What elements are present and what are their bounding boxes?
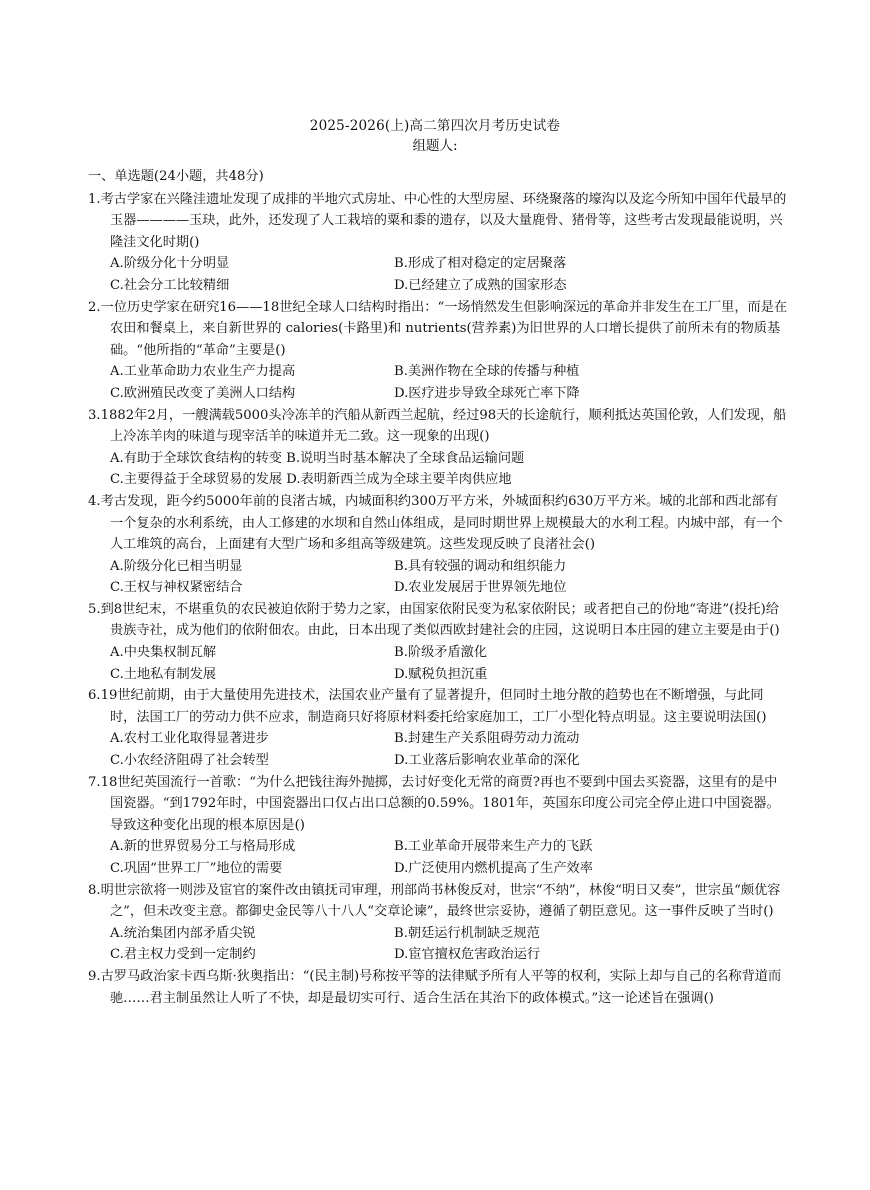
answer-options	[88, 556, 788, 599]
question-8	[88, 880, 788, 966]
author-line: 组题人:	[412, 138, 458, 154]
question-stem: 3.1882年2月，一艘满载5000头冷冻羊的汽船从新西兰起航，经过98天的长途航行，顺利抵达英国伦敦，人们发现，船上冷冻羊肉的味道与现宰活羊的味道并无二致。这一现象的出现()	[88, 407, 787, 445]
answer-options	[88, 728, 788, 771]
option-line-cd[interactable]: C.主要得益于全球贸易的发展 D.表明新西兰成为全球主要羊肉供应地	[110, 472, 512, 488]
option-a[interactable]: A.新的世界贸易分工与格局形成	[110, 839, 296, 855]
question-stem: 5.到8世纪末，不堪重负的农民被迫依附于势力之家，由国家依附民变为私家依附民；或者把自己的份地“寄进”(投托)给贵族寺社，成为他们的依附佃农。由此，日本出现了类似西欧封建社会的庄园，这说明日本庄园的建立主要是由于()	[88, 601, 780, 639]
option-a[interactable]: A.统治集团内部矛盾尖锐	[110, 925, 256, 941]
question-7	[88, 772, 788, 880]
question-stem: 1.考古学家在兴隆洼遗址发现了成排的半地穴式房址、中心性的大型房屋、环绕聚落的壕沟以及迄今所知中国年代最早的玉器————玉玦，此外，还发现了人工栽培的粟和黍的遗存，以及大量鹿骨、猪骨等，这些考古发现最能说明，兴隆洼文化时期()	[88, 191, 787, 250]
question-stem: 9.古罗马政治家卡西乌斯·狄奥指出：“(民主制)号称按平等的法律赋予所有人平等的权利，实际上却与自己的名称背道而驰……君主制虽然让人听了不快，却是最切实可行、适合生活在其治下的政体模式。”这一论述旨在强调()	[88, 968, 782, 1006]
option-d[interactable]: D.医疗进步导致全球死亡率下降	[394, 385, 580, 401]
option-a[interactable]: A.阶级分化已相当明显	[110, 558, 243, 574]
question-3	[88, 405, 788, 491]
answer-options	[88, 642, 788, 685]
option-c[interactable]: C.土地私有制发展	[110, 666, 217, 682]
option-b[interactable]: B.工业革命开展带来生产力的飞跃	[394, 839, 593, 855]
option-c[interactable]: C.小农经济阻碍了社会转型	[110, 753, 269, 769]
option-b[interactable]: B.封建生产关系阻碍劳动力流动	[394, 731, 580, 747]
question-stem: 2.一位历史学家在研究16——18世纪全球人口结构时指出：“一场悄然发生但影响深远的革命并非发生在工厂里，而是在农田和餐桌上，来自新世界的 calories(卡路里)和 nutrients(营养素)为旧世界的人口增长提供了前所未有的物质基础。“他所指的“革命”主要是()	[88, 299, 788, 358]
question-stem: 4.考古发现，距今约5000年前的良渚古城，内城面积约300万平方米，外城面积约630万平方米。城的北部和西北部有一个复杂的水利系统，由人工修建的水坝和自然山体组成，是同时期世界上规模最大的水利工程。内城中部，有一个人工堆筑的高台，上面建有大型广场和多组高等级建筑。这些发现反映了良渚社会()	[88, 493, 783, 553]
question-6	[88, 685, 788, 771]
exam-title: 2025-2026(上)高二第四次月考历史试卷	[309, 118, 561, 134]
question-5	[88, 599, 788, 685]
answer-options	[88, 836, 788, 879]
answer-options	[88, 448, 788, 491]
option-d[interactable]: D.宦官擅权危害政治运行	[394, 947, 541, 963]
option-d[interactable]: D.工业落后影响农业革命的深化	[394, 753, 580, 769]
question-4	[88, 491, 788, 599]
option-line-ab[interactable]: A.有助于全球饮食结构的转变 B.说明当时基本解决了全球食品运输问题	[110, 450, 525, 466]
option-a[interactable]: A.农村工业化取得显著进步	[110, 731, 269, 747]
option-b[interactable]: B.形成了相对稳定的定居聚落	[394, 256, 567, 272]
option-d[interactable]: D.农业发展居于世界领先地位	[394, 580, 567, 596]
question-2	[88, 297, 788, 405]
option-d[interactable]: D.广泛使用内燃机提高了生产效率	[394, 861, 593, 876]
question-9	[88, 966, 788, 1009]
answer-options	[88, 361, 788, 404]
option-a[interactable]: A.阶级分化十分明显	[110, 256, 230, 272]
question-stem: 8.明世宗欲将一则涉及宦官的案件改由镇抚司审理，刑部尚书林俊反对，世宗“不纳”，林俊“明日又奏”，世宗虽“颇优容之”，但未改变主意。都御史金民等八十八人“交章论谏”，最终世宗妥协，遵循了朝臣意见。这一事件反映了当时()	[88, 882, 781, 920]
option-a[interactable]: A.工业革命助力农业生产力提高	[110, 364, 296, 380]
option-c[interactable]: C.巩固“世界工厂”地位的需要	[110, 861, 283, 876]
option-a[interactable]: A.中央集权制瓦解	[110, 645, 217, 661]
option-b[interactable]: B.美洲作物在全球的传播与种植	[394, 364, 580, 380]
question-stem: 6.19世纪前期，由于大量使用先进技术，法国农业产量有了显著提升，但同时土地分散的趋势也在不断增强，与此同时，法国工厂的劳动力供不应求，制造商只好将原材料委托给家庭加工，工厂小型化特点明显。这主要说明法国()	[88, 688, 767, 725]
option-c[interactable]: C.社会分工比较精细	[110, 277, 230, 293]
option-b[interactable]: B.阶级矛盾激化	[394, 645, 488, 661]
question-stem: 7.18世纪英国流行一首歌：“为什么把钱往海外抛掷，去讨好变化无常的商贾?再也不要到中国去买瓷器，这里有的是中国瓷器。“到1792年时，中国瓷器出口仅占出口总额的0.59%。1801年，英国东印度公司完全停止进口中国瓷器。导致这种变化出现的根本原因是()	[88, 774, 780, 833]
option-b[interactable]: B.具有较强的调动和组织能力	[394, 558, 567, 574]
answer-options	[88, 253, 788, 296]
section-heading: 一、单选题(24小题，共48分)	[88, 169, 264, 184]
answer-options	[88, 923, 788, 966]
option-b[interactable]: B.朝廷运行机制缺乏规范	[394, 925, 540, 941]
option-c[interactable]: C.王权与神权紧密结合	[110, 580, 243, 596]
question-1	[88, 189, 788, 297]
option-d[interactable]: D.已经建立了成熟的国家形态	[394, 277, 567, 293]
option-c[interactable]: C.欧洲殖民改变了美洲人口结构	[110, 385, 296, 401]
option-c[interactable]: C.君主权力受到一定制约	[110, 947, 256, 963]
option-d[interactable]: D.赋税负担沉重	[394, 666, 488, 682]
exam-content	[88, 166, 788, 1009]
